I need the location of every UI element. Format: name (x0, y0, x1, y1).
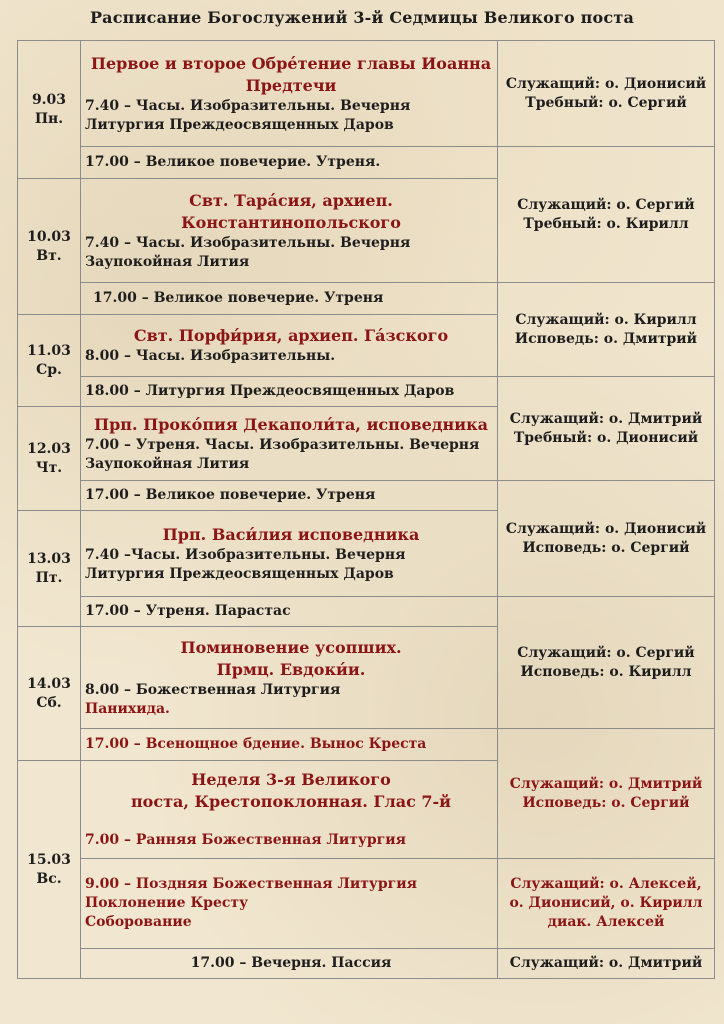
table-row (18, 729, 715, 761)
evening-service: 17.00 – Всенощное бдение. Вынос Креста (81, 729, 498, 761)
events-cell (81, 761, 498, 859)
date: 9.03 (31, 91, 67, 108)
evening-service: 17.00 – Великое повечерие. Утреня (81, 283, 498, 315)
schedule-table (17, 40, 715, 979)
date: 15.03 (27, 851, 71, 868)
table-row (18, 147, 715, 179)
clergy-cell: Служащий: о. Дионисий Требный: о. Сергий (498, 41, 715, 147)
date: 11.03 (27, 342, 71, 359)
date-cell (18, 761, 81, 979)
weekday: Ср. (36, 361, 62, 378)
evening-service: 17.00 – Великое повечерие. Утреня. (81, 147, 498, 179)
table-row (18, 283, 715, 315)
events-cell (81, 315, 498, 377)
table-row (18, 481, 715, 511)
evening-service: 18.00 – Литургия Преждеосвященных Даров (81, 377, 498, 407)
clergy-cell: Служащий: о. Дмитрий Требный: о. Дионисий (498, 377, 715, 481)
page-title: Расписание Богослужений 3-й Седмицы Великого поста (89, 8, 635, 27)
date: 12.03 (27, 440, 71, 457)
table-row (18, 41, 715, 147)
weekday: Пт. (35, 569, 63, 586)
feast-title: Свт. Порфи́рия, архиеп. Га́зского (133, 326, 449, 345)
clergy-cell: Служащий: о. Дионисий Исповедь: о. Сергий (498, 481, 715, 597)
service-list: 8.00 – Часы. Изобразительны. (85, 348, 336, 364)
vespers: 17.00 – Вечерня. Пассия (81, 949, 498, 979)
weekday: Пн. (34, 110, 64, 127)
events-cell (81, 41, 498, 147)
feast-title: Первое и второе Обре́тение главы Иоанна Предтечи (90, 53, 492, 95)
clergy-cell: Служащий: о. Дмитрий Исповедь: о. Сергий (498, 729, 715, 859)
date-cell (18, 407, 81, 511)
feast-title: Поминовение усопших. Прмц. Евдоки́и. (180, 637, 402, 679)
weekday: Вс. (36, 870, 62, 887)
date-cell (18, 511, 81, 627)
table-row (18, 377, 715, 407)
early-liturgy: 7.00 – Ранняя Божественная Литургия (85, 832, 406, 848)
weekday: Сб. (36, 694, 62, 711)
date-cell (18, 315, 81, 407)
events-cell (81, 511, 498, 597)
feast-title: Неделя 3-я Великого поста, Крестопоклонная. Глас 7-й (130, 770, 452, 811)
service-list: 7.40 – Часы. Изобразительны. Вечерня Литургия Преждеосвященных Даров (85, 97, 411, 133)
clergy-cell: Служащий: о. Кирилл Исповедь: о. Дмитрий (498, 283, 715, 377)
weekday: Чт. (35, 459, 63, 476)
clergy-cell: Служащий: о. Дмитрий (498, 949, 715, 979)
feast-title: Прп. Проко́пия Декаполи́та, исповедника (93, 414, 489, 434)
events-cell (81, 179, 498, 283)
feast-title: Прп. Васи́лия исповедника (162, 524, 420, 544)
clergy-cell: Служащий: о. Сергий Требный: о. Кирилл (498, 147, 715, 283)
date-cell (18, 179, 81, 315)
table-row (18, 859, 715, 949)
late-liturgy: 9.00 – Поздняя Божественная Литургия Поклонение Кресту Соборование (81, 859, 498, 949)
service-list: 7.40 – Часы. Изобразительны. Вечерня Заупокойная Лития (85, 234, 411, 270)
events-cell (81, 407, 498, 481)
date: 10.03 (27, 228, 71, 245)
date-cell (18, 627, 81, 761)
evening-service: 17.00 – Утреня. Парастас (81, 597, 498, 627)
clergy-cell: Служащий: о. Сергий Исповедь: о. Кирилл (498, 597, 715, 729)
evening-service: 17.00 – Великое повечерие. Утреня (81, 481, 498, 511)
clergy-cell: Служащий: о. Алексей, о. Дионисий, о. Кирилл диак. Алексей (498, 859, 715, 949)
spacer (85, 813, 497, 831)
table-row (18, 949, 715, 979)
weekday: Вт. (36, 247, 62, 264)
feast-title: Свт. Тара́сия, архиеп. Константинопольского (181, 190, 401, 232)
events-cell (81, 627, 498, 729)
table-row (18, 597, 715, 627)
date-cell (18, 41, 81, 179)
service-list: 8.00 – Божественная Литургия Панихида. (85, 681, 341, 717)
date: 13.03 (27, 550, 71, 567)
service-list: 7.40 –Часы. Изобразительны. Вечерня Литургия Преждеосвященных Даров (85, 546, 406, 582)
service-list: 7.00 – Утреня. Часы. Изобразительны. Вечерня Заупокойная Лития (85, 436, 480, 472)
date: 14.03 (27, 675, 71, 692)
